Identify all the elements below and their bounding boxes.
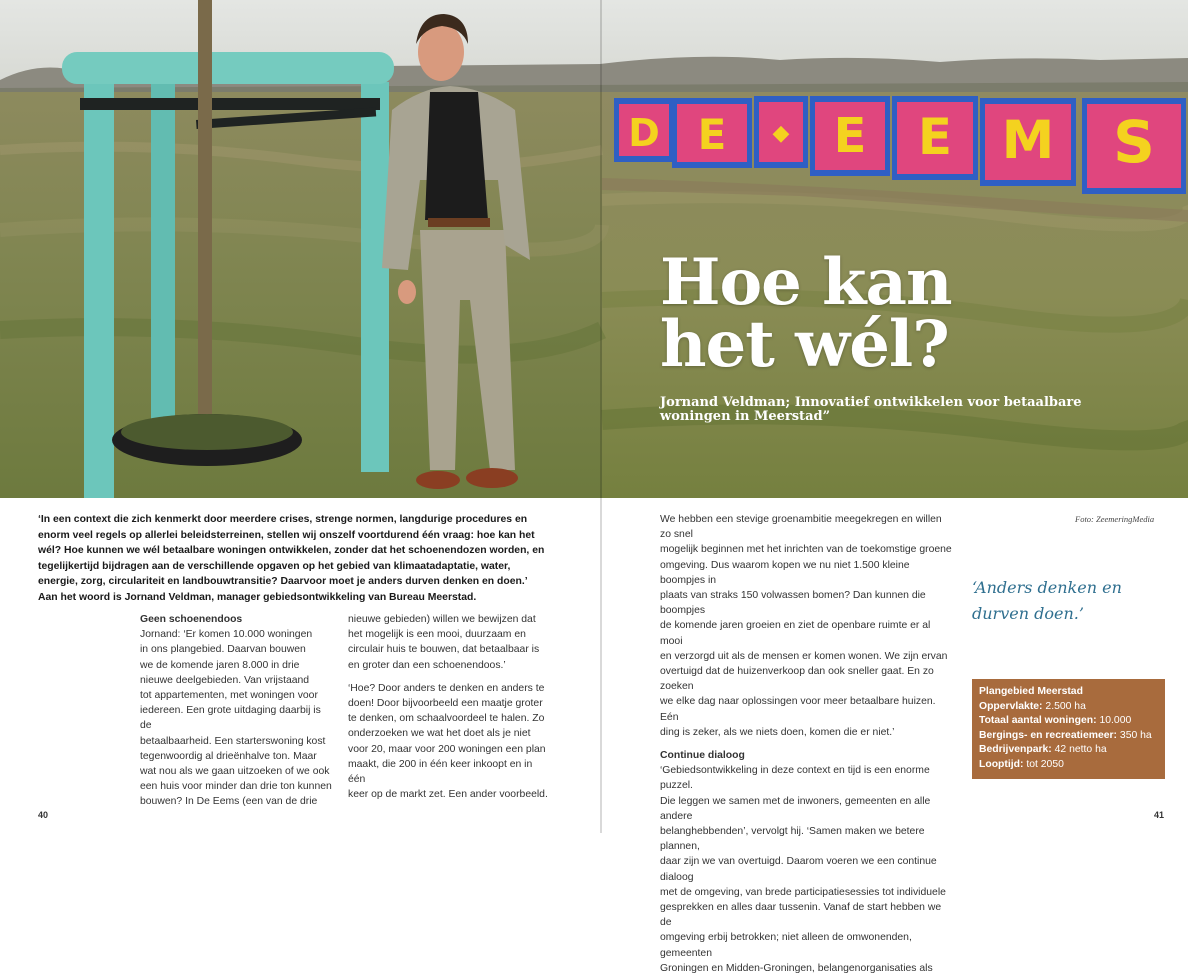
body-line: circulair huis te bouwen, dat betaalbaar is [348,644,540,656]
body-line: het mogelijk is een mooi, duurzaam en [348,629,526,641]
body-line: en groter dan een schoenendoos.’ [348,659,506,671]
factbox-key: Bergings- en recreatiemeer: [979,729,1118,741]
body-line: omgeving. Dus waarom kopen we nu niet 1.500 kleine boompjes in [660,559,910,586]
body-line: bouwen? In De Eems (een van de drie [140,796,318,808]
factbox-plangebied [972,679,1165,779]
sign-letter: E [917,108,953,166]
column-left-2-para-1 [348,612,548,673]
column-left-1-body [140,627,335,809]
intro-line: energie, zorg, circulariteit en landbouwtransitie? Daarvoor moet je anders durven denken en doen.’ [38,576,528,588]
pull-quote-line-1: ‘Anders denken en [972,578,1122,597]
body-line: iedereen. Een grote uitdaging daarbij is de [140,705,321,732]
body-line: overtuigd dat de huizenverkoop dan ook sneller gaat. En zo zoeken [660,666,934,693]
body-line: maakt, die 200 in één keer inkoopt en in één [348,758,533,786]
column-right-para-2 [660,763,955,976]
sign-letter: M [1001,110,1055,171]
spread-gutter [600,0,602,833]
body-line: een huis voor minder dan drie ton kunnen [140,781,332,793]
photo-credit: Foto: ZeemeringMedia [1075,514,1155,524]
body-line: We hebben een stevige groenambitie meegekregen en willen zo snel [660,514,942,541]
factbox-value: tot 2050 [1023,758,1064,770]
factbox-title: Plangebied Meerstad [979,686,1083,697]
body-line: tot appartementen, met woningen voor [140,690,318,702]
body-line: gesprekken en alles daar tussenin. Vanaf de start hebben we de [660,902,942,929]
body-line: nieuwe gebieden) willen we bewijzen dat [348,614,536,625]
page-number-left: 40 [38,810,49,820]
body-line: mogelijk beginnen met het inrichten van de toekomstige groene [660,544,952,556]
body-line: Groningen en Midden-Groningen, belangenorganisaties als [660,962,933,974]
body-line: en verzorgd uit als de mensen er komen wonen. We zijn ervan [660,650,948,662]
factbox-key: Looptijd: [979,758,1024,770]
body-line: ‘Hoe? Door anders te denken en anders te [348,682,545,694]
column-right [660,512,955,976]
subheadline: Jornand Veldman; Innovatief ontwikkelen voor betaalbare woningen in Meerstad” [660,395,1082,424]
body-line: Jornand: ‘Er komen 10.000 woningen [140,629,313,641]
headline-line-1: Hoe kan [660,245,952,320]
body-line: te denken, om schaalvoordeel te halen. Zo [348,713,545,725]
column-left-1 [140,612,335,810]
body-line: nieuwe deelgebieden. Van vrijstaand [140,674,310,686]
factbox-key: Bedrijvenpark: [979,744,1052,756]
section-heading-continue-dialoog: Continue dialoog [660,750,745,762]
factbox-row [979,700,1158,715]
pull-quote-line-2: durven doen.’ [972,604,1084,623]
factbox-rows [979,700,1158,773]
column-left-2 [348,612,548,810]
headline-line-2: het wél? [660,307,949,382]
body-line: voor 20, maar voor 200 woningen een plan [348,743,546,755]
intro-line: ‘In een context die zich kenmerkt door meerdere crises, strenge normen, langdurige procedures en [38,514,528,525]
body-line: met de omgeving, van brede participatiesessies tot individuele [660,886,946,898]
intro-line: tegelijkertijd bijdragen aan de verschillende opgaven op het gebied van klimaatadaptatie, water, [38,560,511,572]
body-line: de komende jaren groeien en ziet de openbare ruimte er al mooi [660,620,931,647]
body-line: plaats van straks 150 volwassen bomen? Dan kunnen die boompjes [660,590,926,617]
page-number-right: 41 [1154,810,1165,820]
body-line: keer op de markt zet. Een ander voorbeeld. [348,789,548,801]
factbox-value: 350 ha [1117,729,1152,741]
column-left-2-para-2 [348,681,548,803]
body-line: ding is zeker, als we niets doen, komen die er niet.’ [660,726,895,738]
body-line: ‘Gebiedsontwikkeling in deze context en tijd is een enorme puzzel. [660,765,930,792]
body-line: tegenwoordig al drieënhalve ton. Maar [140,750,317,762]
sign-letter: ◆ [772,121,790,146]
body-line: omgeving erbij betrokken; niet alleen de omwonenden, gemeenten [660,932,912,959]
body-line: doen! Door bijvoorbeeld een maatje groter [348,698,543,710]
body-line: we de komende jaren 8.000 in drie [140,659,300,671]
body-line: wat nou als we gaan uitzoeken of we ook [140,766,330,778]
factbox-value: 2.500 ha [1042,700,1086,712]
column-right-para-1 [660,512,955,740]
body-line: Die leggen we samen met de inwoners, gemeenten en alle andere [660,795,931,822]
sign-letter: S [1113,108,1155,176]
factbox-key: Oppervlakte: [979,700,1043,712]
intro-line: enorm veel regels op allerlei beleidsterreinen, stellen wij onszelf voortdurend één vraag: hoe kan het [38,529,535,541]
factbox-row [979,729,1158,744]
intro-paragraph [38,512,558,606]
intro-line: Aan het woord is Jornand Veldman, manager gebiedsontwikkeling van Bureau Meerstad. [38,591,477,603]
body-line: betaalbaarheid. Een starterswoning kost [140,735,326,747]
factbox-value: 10.000 [1096,715,1132,727]
section-heading-geen-schoenendoos: Geen schoenendoos [140,614,243,625]
factbox-row [979,758,1158,773]
body-line: we elke dag naar oplossingen voor meer betaalbare huizen. Eén [660,696,936,723]
sign-letter: D [628,111,660,155]
body-line: daar zijn we van overtuigd. Daarom voeren we een continue dialoog [660,856,937,883]
sign-letter: E [833,108,867,164]
body-line: belanghebbenden’, vervolgt hij. ‘Samen maken we betere plannen, [660,826,925,853]
body-line: in ons plangebied. Daarvan bouwen [140,644,306,656]
body-line: onderzoeken we wat het doet als je niet [348,728,531,740]
headline [660,245,1140,382]
sign-letter: E [697,110,727,159]
factbox-key: Totaal aantal woningen: [979,715,1097,727]
pull-quote [972,575,1142,627]
factbox-value: 42 netto ha [1051,744,1107,756]
factbox-row [979,714,1158,729]
factbox-row [979,743,1158,758]
intro-line: wél? Hoe kunnen we wél betaalbare woningen ontwikkelen, zonder dat het schoenendozen worden, en [38,545,545,557]
